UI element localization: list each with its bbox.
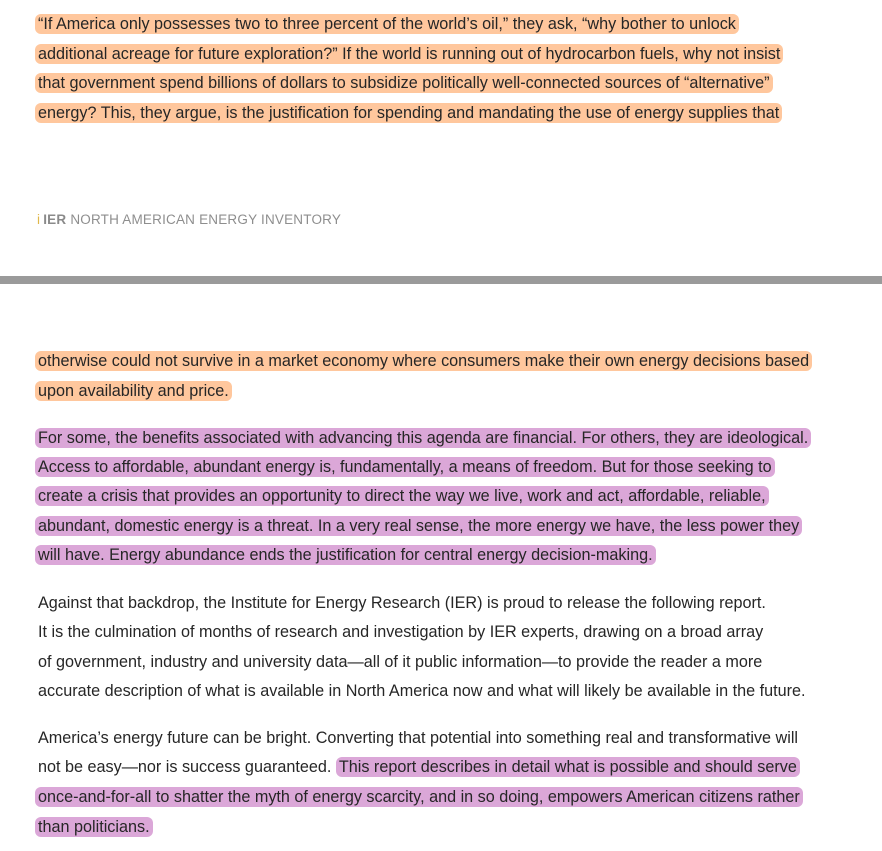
body-text-line [38,785,803,809]
body-text-line: of government, industry and university data—all of it public information—to provide the reader a more [38,653,763,671]
page-top-fragment [0,0,882,276]
report-title: NORTH AMERICAN ENERGY INVENTORY [70,212,342,227]
purple-highlight: once-and-for-all to shatter the myth of energy scarcity, and in so doing, empowers American citizens rather [35,787,803,807]
body-text-line [38,71,773,95]
body-text-line [38,349,812,373]
body-text-line [38,426,811,450]
orange-highlight: that government spend billions of dollars to subsidize politically well-connected sources of “alternative” [35,73,773,93]
purple-highlight: For some, the benefits associated with advancing this agenda are financial. For others, they are ideological. [35,428,811,448]
page-footer [37,212,341,227]
body-text-line [38,101,782,125]
ier-brand: IER [43,212,67,227]
body-text-line [38,543,656,567]
purple-highlight: Access to affordable, abundant energy is, fundamentally, a means of freedom. But for those seeking to [35,457,775,477]
orange-highlight: “If America only possesses two to three percent of the world’s oil,” they ask, “why bother to unlock [35,14,739,34]
body-text-line [38,484,769,508]
body-text-line [38,815,153,839]
purple-highlight: create a crisis that provides an opportunity to direct the way we live, work and act, affordable, reliable, [35,486,769,506]
purple-highlight: will have. Energy abundance ends the justification for central energy decision-making. [35,545,656,565]
body-text-line [38,42,783,66]
page-divider [0,276,882,284]
purple-highlight: than politicians. [35,817,153,837]
page-bottom-fragment [0,284,882,851]
body-text-line: America’s energy future can be bright. Converting that potential into something real and transformative will [38,729,799,747]
orange-highlight: additional acreage for future exploration?” If the world is running out of hydrocarbon fuels, why not insist [35,44,783,64]
body-text-line [38,379,232,403]
body-text-line [38,755,800,779]
body-text-line: accurate description of what is available in North America now and what will likely be available in the future. [38,682,806,700]
purple-highlight: abundant, domestic energy is a threat. In a very real sense, the more energy we have, the less power they [35,516,802,536]
orange-highlight: upon availability and price. [35,381,232,401]
body-text-line: It is the culmination of months of research and investigation by IER experts, drawing on a broad array [38,623,764,641]
orange-highlight: energy? This, they argue, is the justification for spending and mandating the use of energy supplies that [35,103,782,123]
plain-text: not be easy—nor is success guaranteed. [38,758,336,776]
body-text-line [38,455,775,479]
ier-logo-mark: i [37,212,41,227]
orange-highlight: otherwise could not survive in a market economy where consumers make their own energy decisions based [35,351,812,371]
body-text-line [38,514,802,538]
purple-highlight: This report describes in detail what is possible and should serve [336,757,800,777]
body-text-line: Against that backdrop, the Institute for Energy Research (IER) is proud to release the following report. [38,594,766,612]
body-text-line [38,12,739,36]
